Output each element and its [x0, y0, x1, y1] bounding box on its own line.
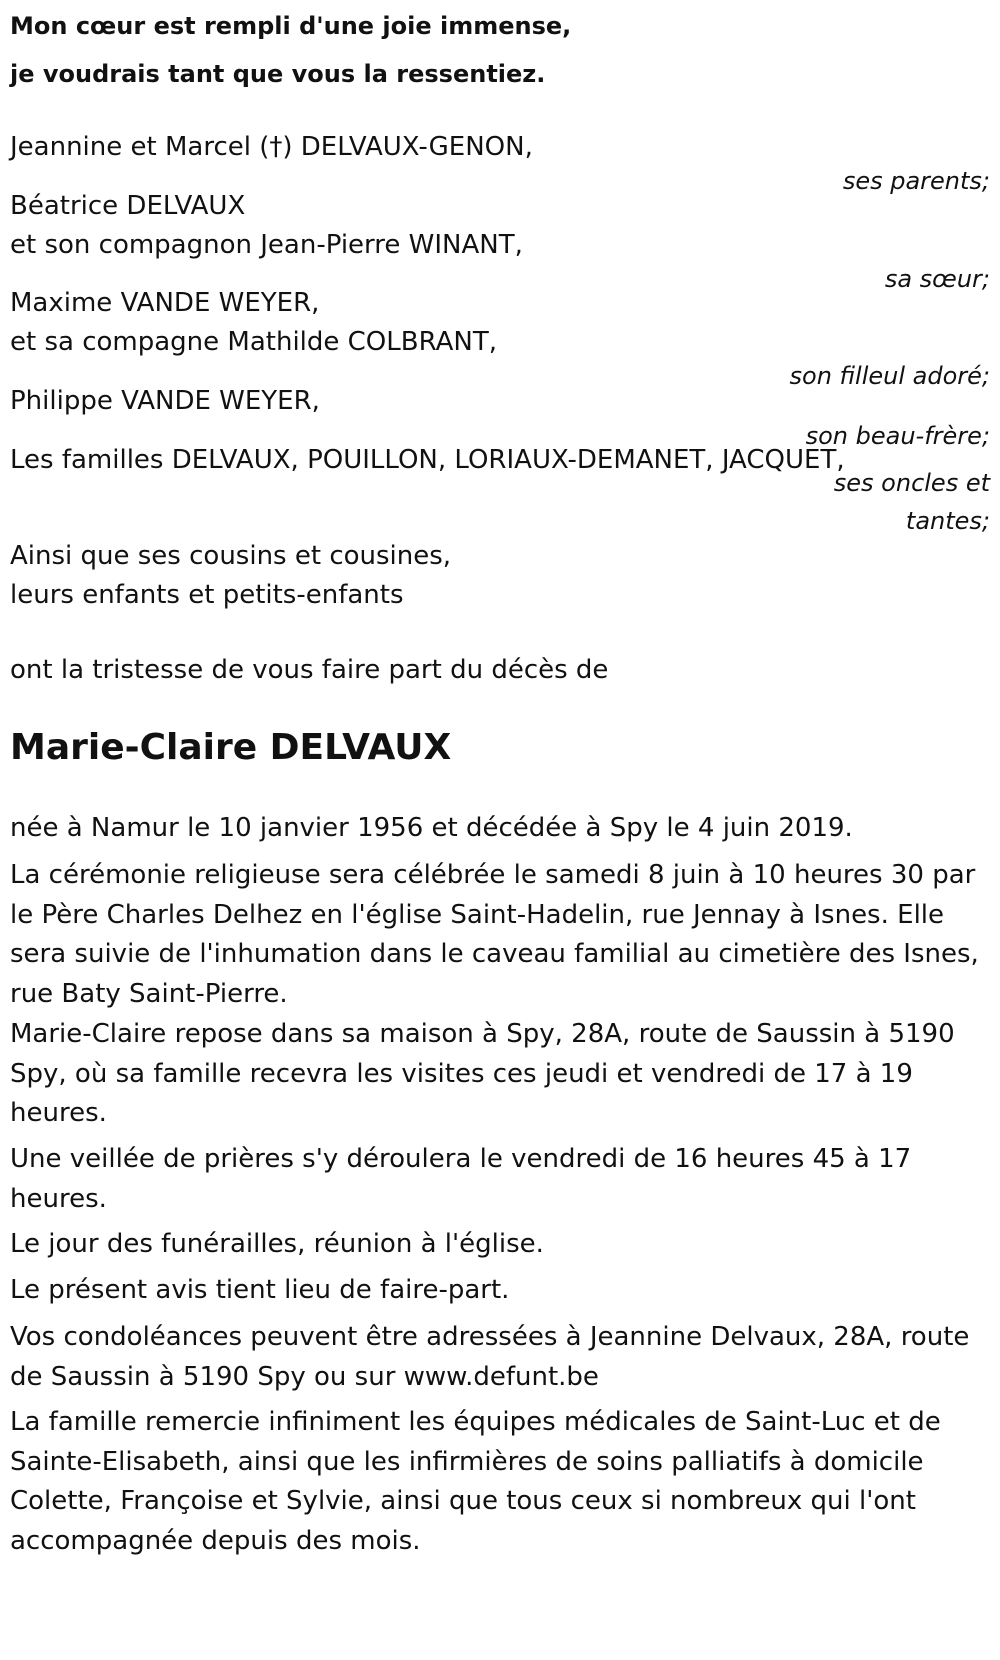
paragraph-condolences: Vos condoléances peuvent être adressées à Jeannine Delvaux, 28A, route de Saussin à 5190 Spy ou sur www.defunt.be — [10, 1322, 970, 1392]
cousins-line-1: Ainsi que ses cousins et cousines, — [10, 541, 452, 571]
family-entry-sister — [10, 186, 990, 298]
family-name-line: Maxime VANDE WEYER, — [10, 288, 320, 318]
cousins-block — [10, 537, 990, 615]
family-name-line: Philippe VANDE WEYER, — [10, 386, 320, 416]
family-name-line: Les familles DELVAUX, POUILLON, LORIAUX-DEMANET, JACQUET, — [10, 445, 845, 475]
paragraph-funeral-meeting: Le jour des funérailles, réunion à l'église. — [10, 1229, 544, 1259]
paragraph-ceremony: La cérémonie religieuse sera célébrée le samedi 8 juin à 10 heures 30 par le Père Charles Delhez en l'église Saint-Hadelin, rue Jennay à Isnes. Elle sera suivie de l'inhumation dans le caveau familial au cimetière des Isnes, rue Baty Saint-Pierre. — [10, 860, 979, 1009]
family-name-line: et sa compagne Mathilde COLBRANT, — [10, 327, 497, 357]
paragraph-thanks: La famille remercie infiniment les équipes médicales de Saint-Luc et de Sainte-Elisabeth, ainsi que les infirmières de soins palliatifs à domicile Colette, Françoise et Sylvie, ainsi que tous ceux si nombreux qui l'ont accompagnée depuis des mois. — [10, 1407, 941, 1556]
family-entry-godson — [10, 283, 990, 395]
family-relation: son beau-frère; — [805, 422, 990, 450]
epigraph-line-1: Mon cœur est rempli d'une joie immense, — [10, 12, 572, 40]
paragraph-notice: Le présent avis tient lieu de faire-part. — [10, 1275, 510, 1305]
family-name-line: Béatrice DELVAUX — [10, 191, 246, 221]
paragraph-visitation: Marie-Claire repose dans sa maison à Spy, 28A, route de Saussin à 5190 Spy, où sa famille recevra les visites ces jeudi et vendredi de 17 à 19 heures. — [10, 1019, 955, 1128]
paragraph-birth-death: née à Namur le 10 janvier 1956 et décédée à Spy le 4 juin 2019. — [10, 813, 853, 843]
paragraph-vigil: Une veillée de prières s'y déroulera le vendredi de 16 heures 45 à 17 heures. — [10, 1144, 912, 1214]
epigraph-line-2: je voudrais tant que vous la ressentiez. — [10, 60, 546, 88]
family-relation: ses parents; — [842, 167, 990, 195]
family-entry-families — [10, 440, 990, 540]
family-relation-line: tantes; — [905, 507, 990, 535]
deceased-name: Marie-Claire DELVAUX — [10, 727, 452, 768]
family-name-line: et son compagnon Jean-Pierre WINANT, — [10, 230, 523, 260]
cousins-line-2: leurs enfants et petits-enfants — [10, 580, 404, 610]
family-relation: sa sœur; — [884, 265, 990, 293]
family-name-line: Jeannine et Marcel (†) DELVAUX-GENON, — [10, 132, 533, 162]
announcement: ont la tristesse de vous faire part du décès de — [10, 655, 609, 685]
family-relation-line: ses oncles et — [833, 469, 990, 497]
family-relation: son filleul adoré; — [789, 362, 990, 390]
